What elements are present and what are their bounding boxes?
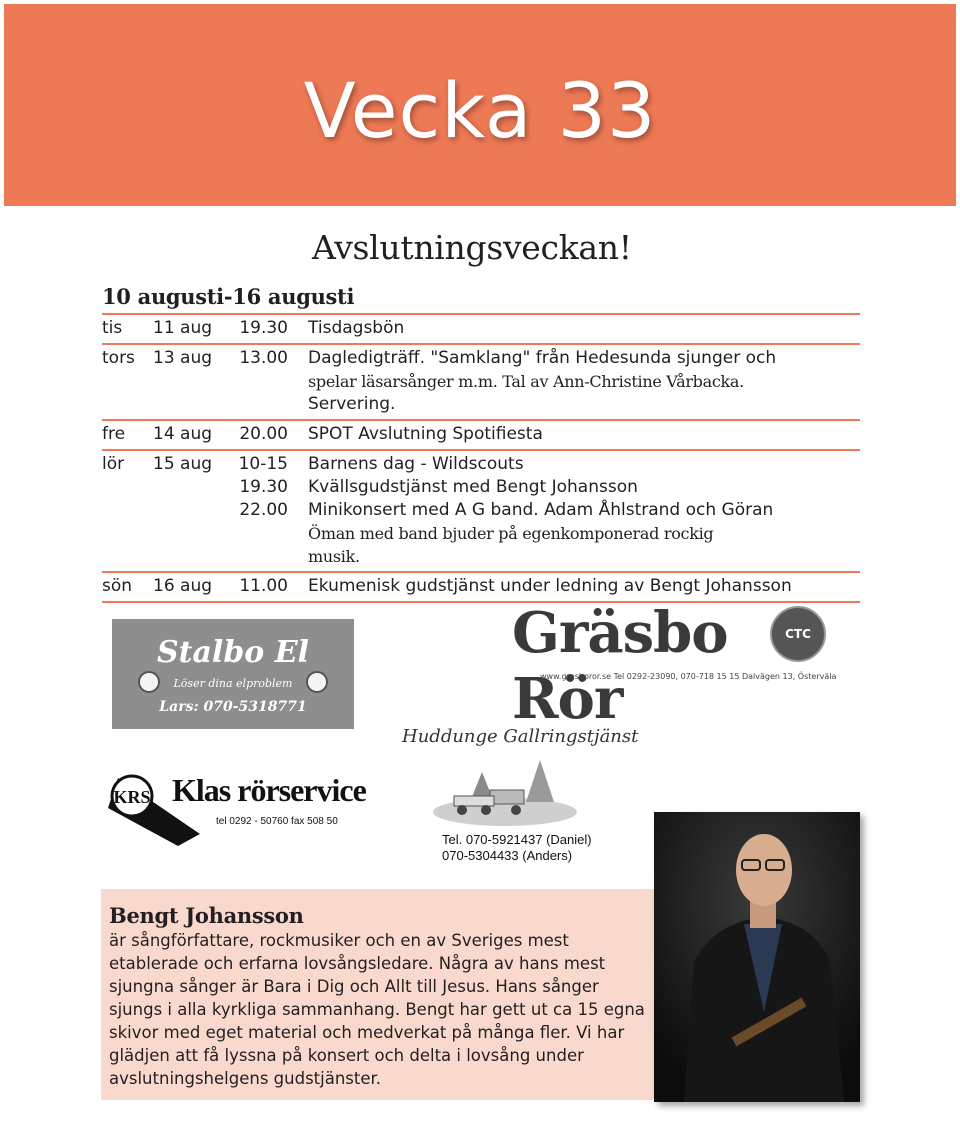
event-text: Servering. — [308, 394, 396, 414]
event-text: Dagledigträff. "Samklang" från Hedesunda sjunger och — [308, 348, 777, 368]
day-label: tors — [102, 348, 135, 368]
schedule-table — [102, 313, 860, 603]
grasbo-name: Gräsbo Rör — [512, 600, 728, 732]
date-range: 10 augusti-16 augusti — [102, 284, 355, 309]
date-label: 15 aug — [153, 454, 213, 474]
krs-logo-letters: KRS — [113, 787, 151, 807]
day-label: lör — [102, 454, 125, 474]
date-label: 14 aug — [153, 424, 213, 444]
schedule-row — [102, 571, 860, 603]
event-text: SPOT Avslutning Spotifiesta — [308, 424, 543, 444]
day-label: fre — [102, 424, 126, 444]
subtitle: Avslutningsveckan! — [312, 228, 632, 267]
klas-phone: tel 0292 - 50760 fax 508 50 — [216, 816, 338, 827]
event-text: Barnens dag - Wildscouts — [308, 454, 524, 474]
event-text: Tisdagsbön — [308, 318, 405, 338]
time-label: 19.30 — [239, 318, 288, 338]
stalbo-tagline: Löser dina elproblem — [173, 677, 293, 690]
bengt-johansson-photo — [654, 812, 860, 1102]
date-label: 11 aug — [153, 318, 213, 338]
stalbo-phone: Lars: 070-5318771 — [159, 699, 307, 715]
date-label: 16 aug — [153, 576, 213, 596]
schedule-row — [102, 343, 860, 419]
schedule-row — [102, 449, 860, 571]
event-text: spelar läsarsånger m.m. Tal av Ann-Christine Vårbacka. — [308, 372, 744, 391]
huddunge-title: Huddunge Gallringstjänst — [402, 726, 639, 747]
ctc-partner-badge: CTC — [770, 606, 826, 662]
stalbo-name: Stalbo El — [156, 635, 310, 670]
forestry-illustration-icon — [430, 752, 580, 828]
header-banner — [4, 4, 956, 206]
schedule-row — [102, 313, 860, 343]
time-label: 19.30 — [239, 477, 288, 497]
huddunge-ad — [400, 726, 640, 866]
time-label: 20.00 — [239, 424, 288, 444]
time-label: 22.00 — [239, 500, 288, 520]
day-label: tis — [102, 318, 123, 338]
bio-box — [101, 889, 661, 1100]
bio-name: Bengt Johansson — [109, 903, 304, 928]
time-label: 13.00 — [239, 348, 288, 368]
huddunge-phone-1: Tel. 070-5921437 (Daniel) — [442, 832, 592, 847]
stalbo-el-ad — [112, 619, 354, 729]
page-title: Vecka 33 — [303, 66, 657, 155]
time-label: 10-15 — [238, 454, 288, 474]
event-text: Minikonsert med A G band. Adam Åhlstrand och Göran — [308, 500, 774, 520]
time-label: 11.00 — [239, 576, 288, 596]
bio-text: är sångförfattare, rockmusiker och en av Sveriges mest etablerade och erfarna lovsångsledare. Några av hans mest sjungna sånger är Bara i Dig och Allt till Jesus. Hans sånger sjungs i alla kyrkliga sammanhang. Bengt har gett ut ca 15 egna skivor med eget material och medverkat på många fler. Vi har glädjen att få lyssna på konsert och delta i lovsång under avslutningshelgens gudstjänster. — [109, 931, 645, 1088]
event-text: Kvällsgudstjänst med Bengt Johansson — [308, 477, 638, 497]
klas-name: Klas rörservice — [172, 772, 366, 808]
event-text: Ekumenisk gudstjänst under ledning av Bengt Johansson — [308, 576, 792, 596]
portrait-image — [654, 812, 860, 1102]
klas-rorservice-ad — [108, 768, 368, 850]
schedule-row — [102, 419, 860, 449]
day-label: sön — [102, 576, 133, 596]
grasbo-ror-ad — [510, 600, 840, 732]
event-text: musik. — [308, 547, 360, 566]
huddunge-phone-2: 070-5304433 (Anders) — [442, 848, 573, 863]
event-text: Öman med band bjuder på egenkomponerad rockig — [308, 524, 714, 543]
grasbo-contact: www.grasboror.se Tel 0292-23090, 070-718 15 15 Dalvägen 13, Österväla — [540, 672, 837, 681]
date-label: 13 aug — [153, 348, 213, 368]
